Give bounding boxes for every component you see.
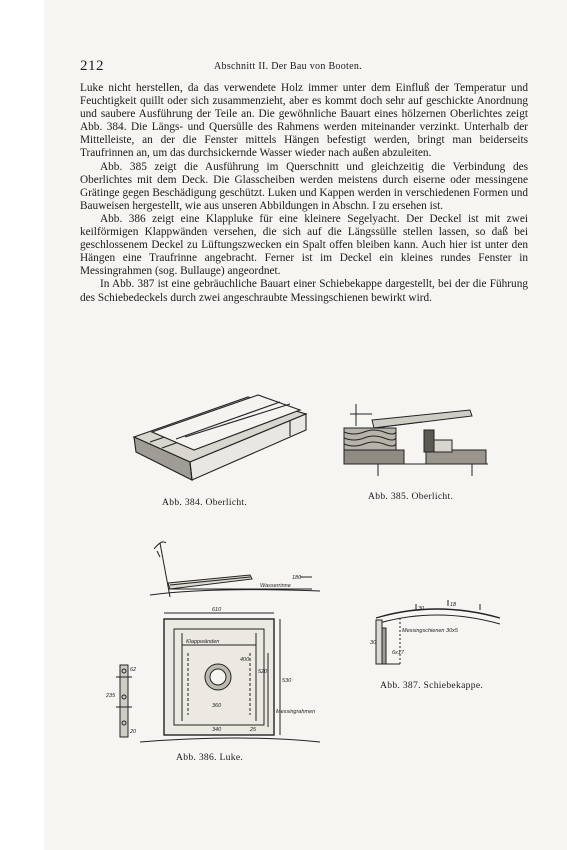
label-235: 235	[106, 693, 116, 699]
label-30b: 30	[370, 640, 377, 646]
figure-384-oberlicht	[130, 392, 310, 487]
label-30: 30	[418, 606, 425, 612]
label-62: 62	[130, 667, 137, 673]
page-number: 212	[80, 58, 104, 74]
paragraph-1: Luke nicht herstellen, da das verwendete Holz immer unter dem Einfluß der Temperatur und Feuchtigkeit quillt oder sich zusammenzieht, aber es kommt doch sehr auf geschickte Anordnung und saubere Ausführung der Teile an. Die gewöhnliche Bauart eines hölzernen Oberlichtes zeigt Abb. 384. Die Längs- und Quersülle des Rahmens werden miteinander verzinkt. Unterhalb der Mittelleiste, an der die Fenster mittels Hängen befestigt werden, bringt man beiderseits Traufrinnen an, um das durchsickernde Wasser wieder nach außen abzuleiten.	[80, 82, 528, 160]
paragraph-4: In Abb. 387 ist eine gebräuchliche Bauart einer Schiebekappe dargestellt, bei der die Führung des Schiebedeckels durch zwei angeschraubte Messingschienen bewirkt wird.	[80, 278, 528, 304]
figure-387-schiebekappe	[370, 598, 506, 674]
hatch-drawing	[100, 537, 330, 747]
label-messingschienen: Messingschienen 30x5	[402, 628, 458, 634]
label-180: 180	[292, 575, 302, 581]
figure-385-oberlicht-section	[342, 402, 492, 482]
label-400: 400	[240, 657, 250, 663]
caption-387: Abb. 387. Schiebekappe.	[380, 680, 484, 691]
running-head: Abschnitt II. Der Bau von Booten.	[214, 61, 362, 72]
label-wasserrinne: Wasserrinne	[260, 583, 291, 589]
paragraph-2: Abb. 385 zeigt die Ausführung im Querschnitt und gleichzeitig die Verbindung des Oberlichtes mit dem Deck. Die Glasscheiben werden meistens durch eiserne oder messingene Grätinge gegen Beschädigung geschützt. Luken und Kappen werden in verschiedenen Formen und Bauweisen hergestellt, wie aus unseren Abbildungen in Abschn. I zu ersehen ist.	[80, 160, 528, 212]
caption-386: Abb. 386. Luke.	[176, 752, 244, 763]
label-20: 20	[130, 729, 137, 735]
label-messingrahmen: Messingrahmen	[276, 709, 316, 715]
paragraph-3: Abb. 386 zeigt eine Klappluke für eine kleinere Segelyacht. Der Deckel ist mit zwei keilförmigen Klappwänden versehen, die sich auf die Längssülle stellen lassen, so daß bei geschlossenem Deckel zu Lüftungszwecken ein Spalt offen bleiben kann. Auch hier ist unter den Hängen eine Traufrinne angebracht. Ferner ist im Deckel ein kleines rundes Fenster in Messingrahmen (sog. Bullauge) angeordnet.	[80, 212, 528, 278]
label-6x17: 6x17	[392, 650, 404, 656]
caption-384: Abb. 384. Oberlicht.	[162, 497, 248, 508]
label-520: 520	[258, 669, 268, 675]
sliding-hatch-drawing	[370, 598, 506, 674]
label-width-top: 610	[212, 607, 222, 613]
caption-385: Abb. 385. Oberlicht.	[368, 491, 454, 502]
page-gutter	[0, 0, 44, 850]
figure-386-luke	[100, 537, 330, 747]
label-klappwand: Klappwänden	[186, 639, 220, 645]
label-340: 340	[212, 727, 222, 733]
label-530: 530	[282, 678, 292, 684]
page-header	[80, 58, 520, 78]
label-18: 18	[450, 602, 457, 608]
label-25: 25	[250, 727, 257, 733]
skylight-section-drawing	[342, 402, 492, 482]
body-text	[80, 82, 528, 305]
skylight-drawing	[130, 392, 310, 487]
label-360: 360	[212, 703, 222, 709]
